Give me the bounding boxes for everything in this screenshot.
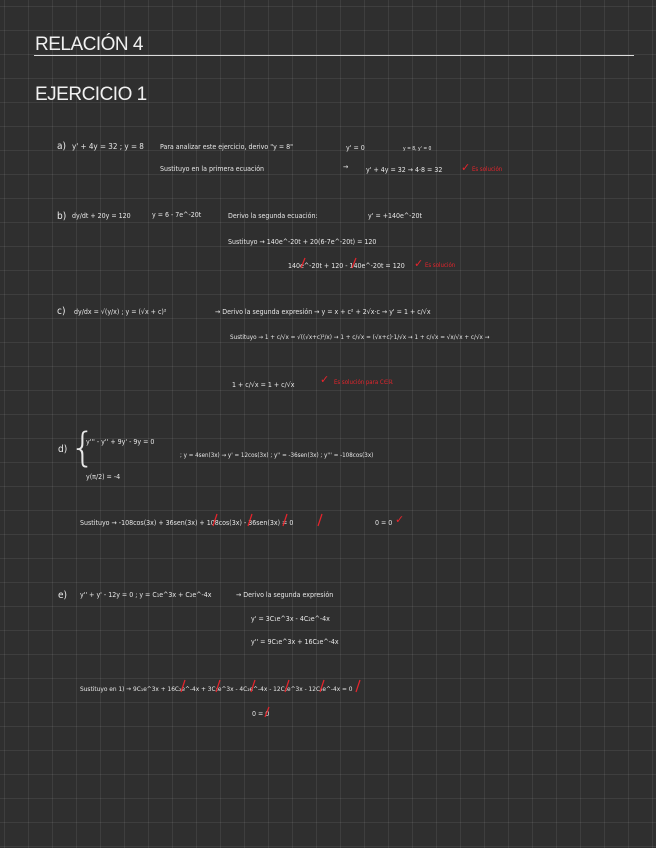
item-b-line3: 140e^-20t + 120 - 140e^-20t = 120 — [288, 262, 405, 270]
item-b-label: b) — [57, 211, 67, 222]
system-brace: { — [70, 425, 96, 471]
cancel-mark — [248, 514, 252, 526]
item-d-system-eq1: y''' - y'' + 9y' - 9y = 0 — [86, 438, 155, 446]
item-a-subst-eq: y' + 4y = 32 → 4·8 = 32 — [366, 166, 443, 174]
cancel-mark — [283, 514, 287, 526]
item-a-note: Para analizar este ejercicio, derivo "y = 8" — [160, 143, 294, 151]
item-e-line2: Sustituyo en 1) → 9C₁e^3x + 16C₂e^-4x + 3C₁e^3x - 4C₂e^-4x - 12C₁e^3x - 12C₂e^-4x = 0 — [80, 685, 353, 693]
item-e-equation: y'' + y' - 12y = 0 ; y = C₁e^3x + C₂e^-4x — [80, 591, 212, 599]
checkmark-icon: ✓ — [395, 513, 405, 526]
cancel-mark — [356, 680, 360, 692]
item-a-verdict: Es solución — [472, 166, 503, 173]
item-b-line2: Sustituyo → 140e^-20t + 20(6-7e^-20t) = 120 — [228, 238, 377, 246]
cancel-mark — [216, 680, 220, 692]
item-a-deriv: y' = 0 — [346, 144, 365, 152]
cancel-mark — [181, 680, 185, 692]
cancel-mark — [301, 258, 305, 268]
item-e-deriv2: y'' = 9C₁e^3x + 16C₂e^-4x — [251, 638, 339, 646]
item-d-line2: Sustituyo → -108cos(3x) + 36sen(3x) + 108cos(3x) - 36sen(3x) = 0 — [80, 519, 294, 527]
checkmark-icon: ✓ — [414, 257, 424, 270]
page-title: RELACIÓN 4 — [35, 34, 143, 55]
cancel-mark — [265, 707, 269, 717]
item-c-line2: Sustituyo → 1 + c/√x = √((√x+c)²/x) → 1 + c/√x = (√x+c)·1/√x → 1 + c/√x = √x/√x + c/√x → — [230, 334, 490, 341]
item-b-deriv: y' = +140e^-20t — [368, 212, 422, 220]
item-c-line3: 1 + c/√x = 1 + c/√x — [232, 381, 295, 389]
item-e-deriv1: y' = 3C₁e^3x - 4C₂e^-4x — [251, 615, 330, 623]
exercise-heading: EJERCICIO 1 — [35, 84, 147, 105]
checkmark-icon: ✓ — [320, 373, 330, 386]
item-a-equation: y' + 4y = 32 ; y = 8 — [72, 142, 144, 151]
cancel-mark — [320, 680, 324, 692]
item-c-label: c) — [57, 306, 66, 317]
item-d-chain: ; y = 4sen(3x) → y' = 12cos(3x) ; y'' = -36sen(3x) ; y''' = -108cos(3x) — [180, 452, 374, 459]
item-e-label: e) — [58, 590, 68, 601]
item-a-given: y = 8, y' = 0 — [403, 146, 432, 152]
cancel-mark — [318, 514, 322, 526]
cancel-mark — [213, 514, 217, 526]
item-a-label: a) — [57, 141, 67, 152]
cancel-mark — [251, 680, 255, 692]
item-b-verdict: Es solución — [425, 262, 456, 269]
item-b-note: Derivo la segunda ecuación: — [228, 212, 318, 220]
item-d-result: 0 = 0 — [375, 519, 393, 527]
item-d-system-eq2: y(π/2) = -4 — [86, 473, 121, 481]
item-c-verdict: Es solución para C∈ℝ — [334, 379, 393, 386]
item-c-line1: → Derivo la segunda expresión → y = x + c² + 2√x·c → y' = 1 + c/√x — [215, 308, 431, 316]
item-e-result: 0 = 0 — [252, 710, 270, 718]
arrow-icon: → — [343, 163, 349, 171]
item-a-subst-text: Sustituyo en la primera ecuación — [160, 165, 265, 173]
item-e-note: → Derivo la segunda expresión — [236, 591, 334, 599]
item-c-equation: dy/dx = √(y/x) ; y = (√x + c)² — [74, 308, 167, 316]
cancel-mark — [352, 258, 356, 268]
item-b-equation-lhs: dy/dt + 20y = 120 — [72, 212, 131, 220]
item-d-label: d) — [58, 444, 68, 455]
checkmark-icon: ✓ — [461, 161, 471, 174]
item-b-equation-rhs: y = 6 - 7e^-20t — [152, 211, 202, 219]
cancel-mark — [285, 680, 289, 692]
